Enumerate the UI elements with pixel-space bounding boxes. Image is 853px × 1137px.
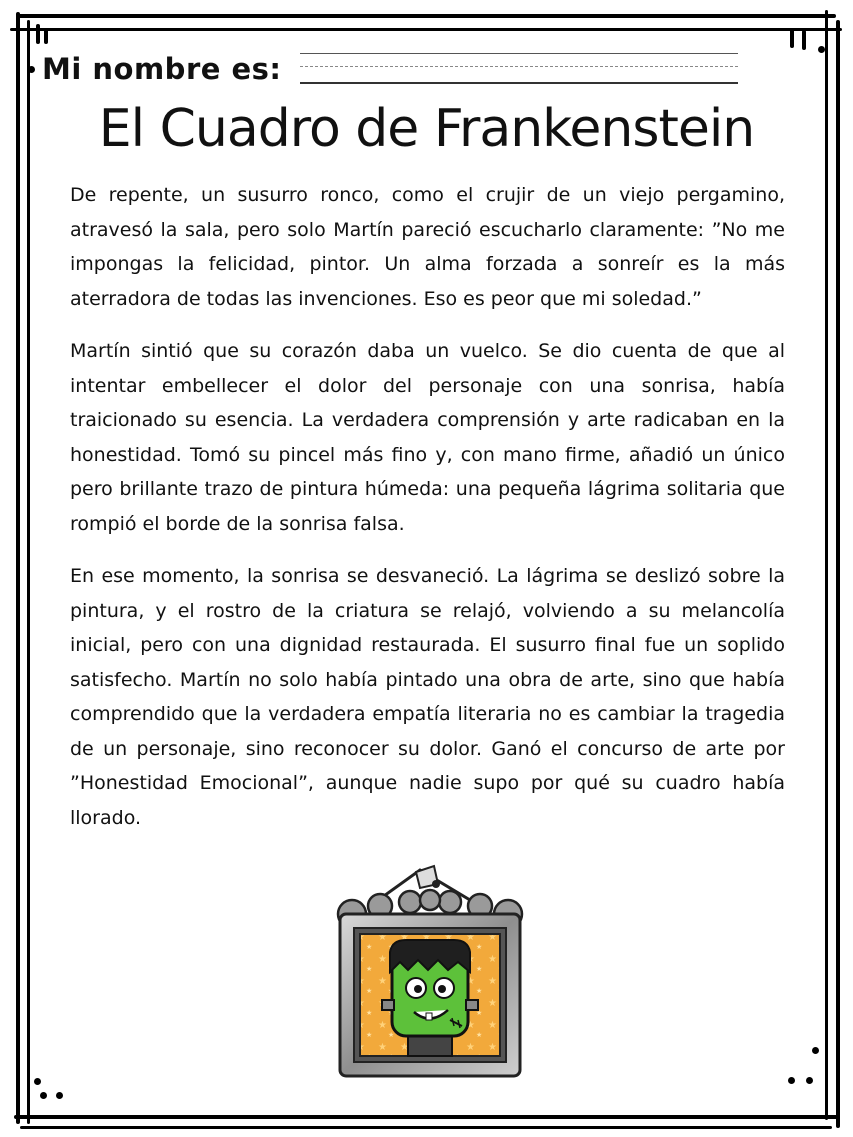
paragraph-2: Martín sintió que su corazón daba un vuelco. Se dio cuenta de que al intentar embellecer el dolor del personaje con una sonrisa, había traicionado su esencia. La verdadera comprensión y arte radicaban en la honestidad. Tomó su pincel más fino y, con mano firme, añadió un único pero brillante trazo de pintura húmeda: una pequeña lágrima solitaria que rompió el borde de la sonrisa falsa.	[70, 340, 785, 535]
bullet-dot	[28, 66, 35, 73]
name-row	[28, 50, 748, 94]
paragraph-3: En ese momento, la sonrisa se desvaneció. La lágrima se deslizó sobre la pintura, y el rostro de la criatura se relajó, volviendo a su melancolía inicial, pero con una dignidad restaurada. El susurro final fue un soplido satisfecho. Martín no solo había pintado una obra de arte, sino que había comprendido que la verdadera empatía literaria no es cambiar la tragedia de un personaje, sino reconocer su dolor. Ganó el concurso de arte por ”Honestidad Emocional”, aunque nadie supo por qué su cuadro había llorado.	[70, 565, 785, 829]
frankenstein-portrait-icon	[330, 862, 530, 1082]
story-text	[70, 178, 785, 853]
name-writing-lines[interactable]	[300, 50, 738, 90]
paragraph-1: De repente, un susurro ronco, como el crujir de un viejo pergamino, atravesó la sala, pero solo Martín pareció escucharlo claramente: ”No me impongas la felicidad, pintor. Un alma forzada a sonreír es la más aterradora de todas las invenciones. Eso es peor que mi soledad.”	[70, 184, 785, 310]
name-label: Mi nombre es:	[42, 52, 282, 86]
frankenstein-portrait-illustration	[330, 862, 530, 1082]
page-title: El Cuadro de Frankenstein	[98, 99, 755, 159]
